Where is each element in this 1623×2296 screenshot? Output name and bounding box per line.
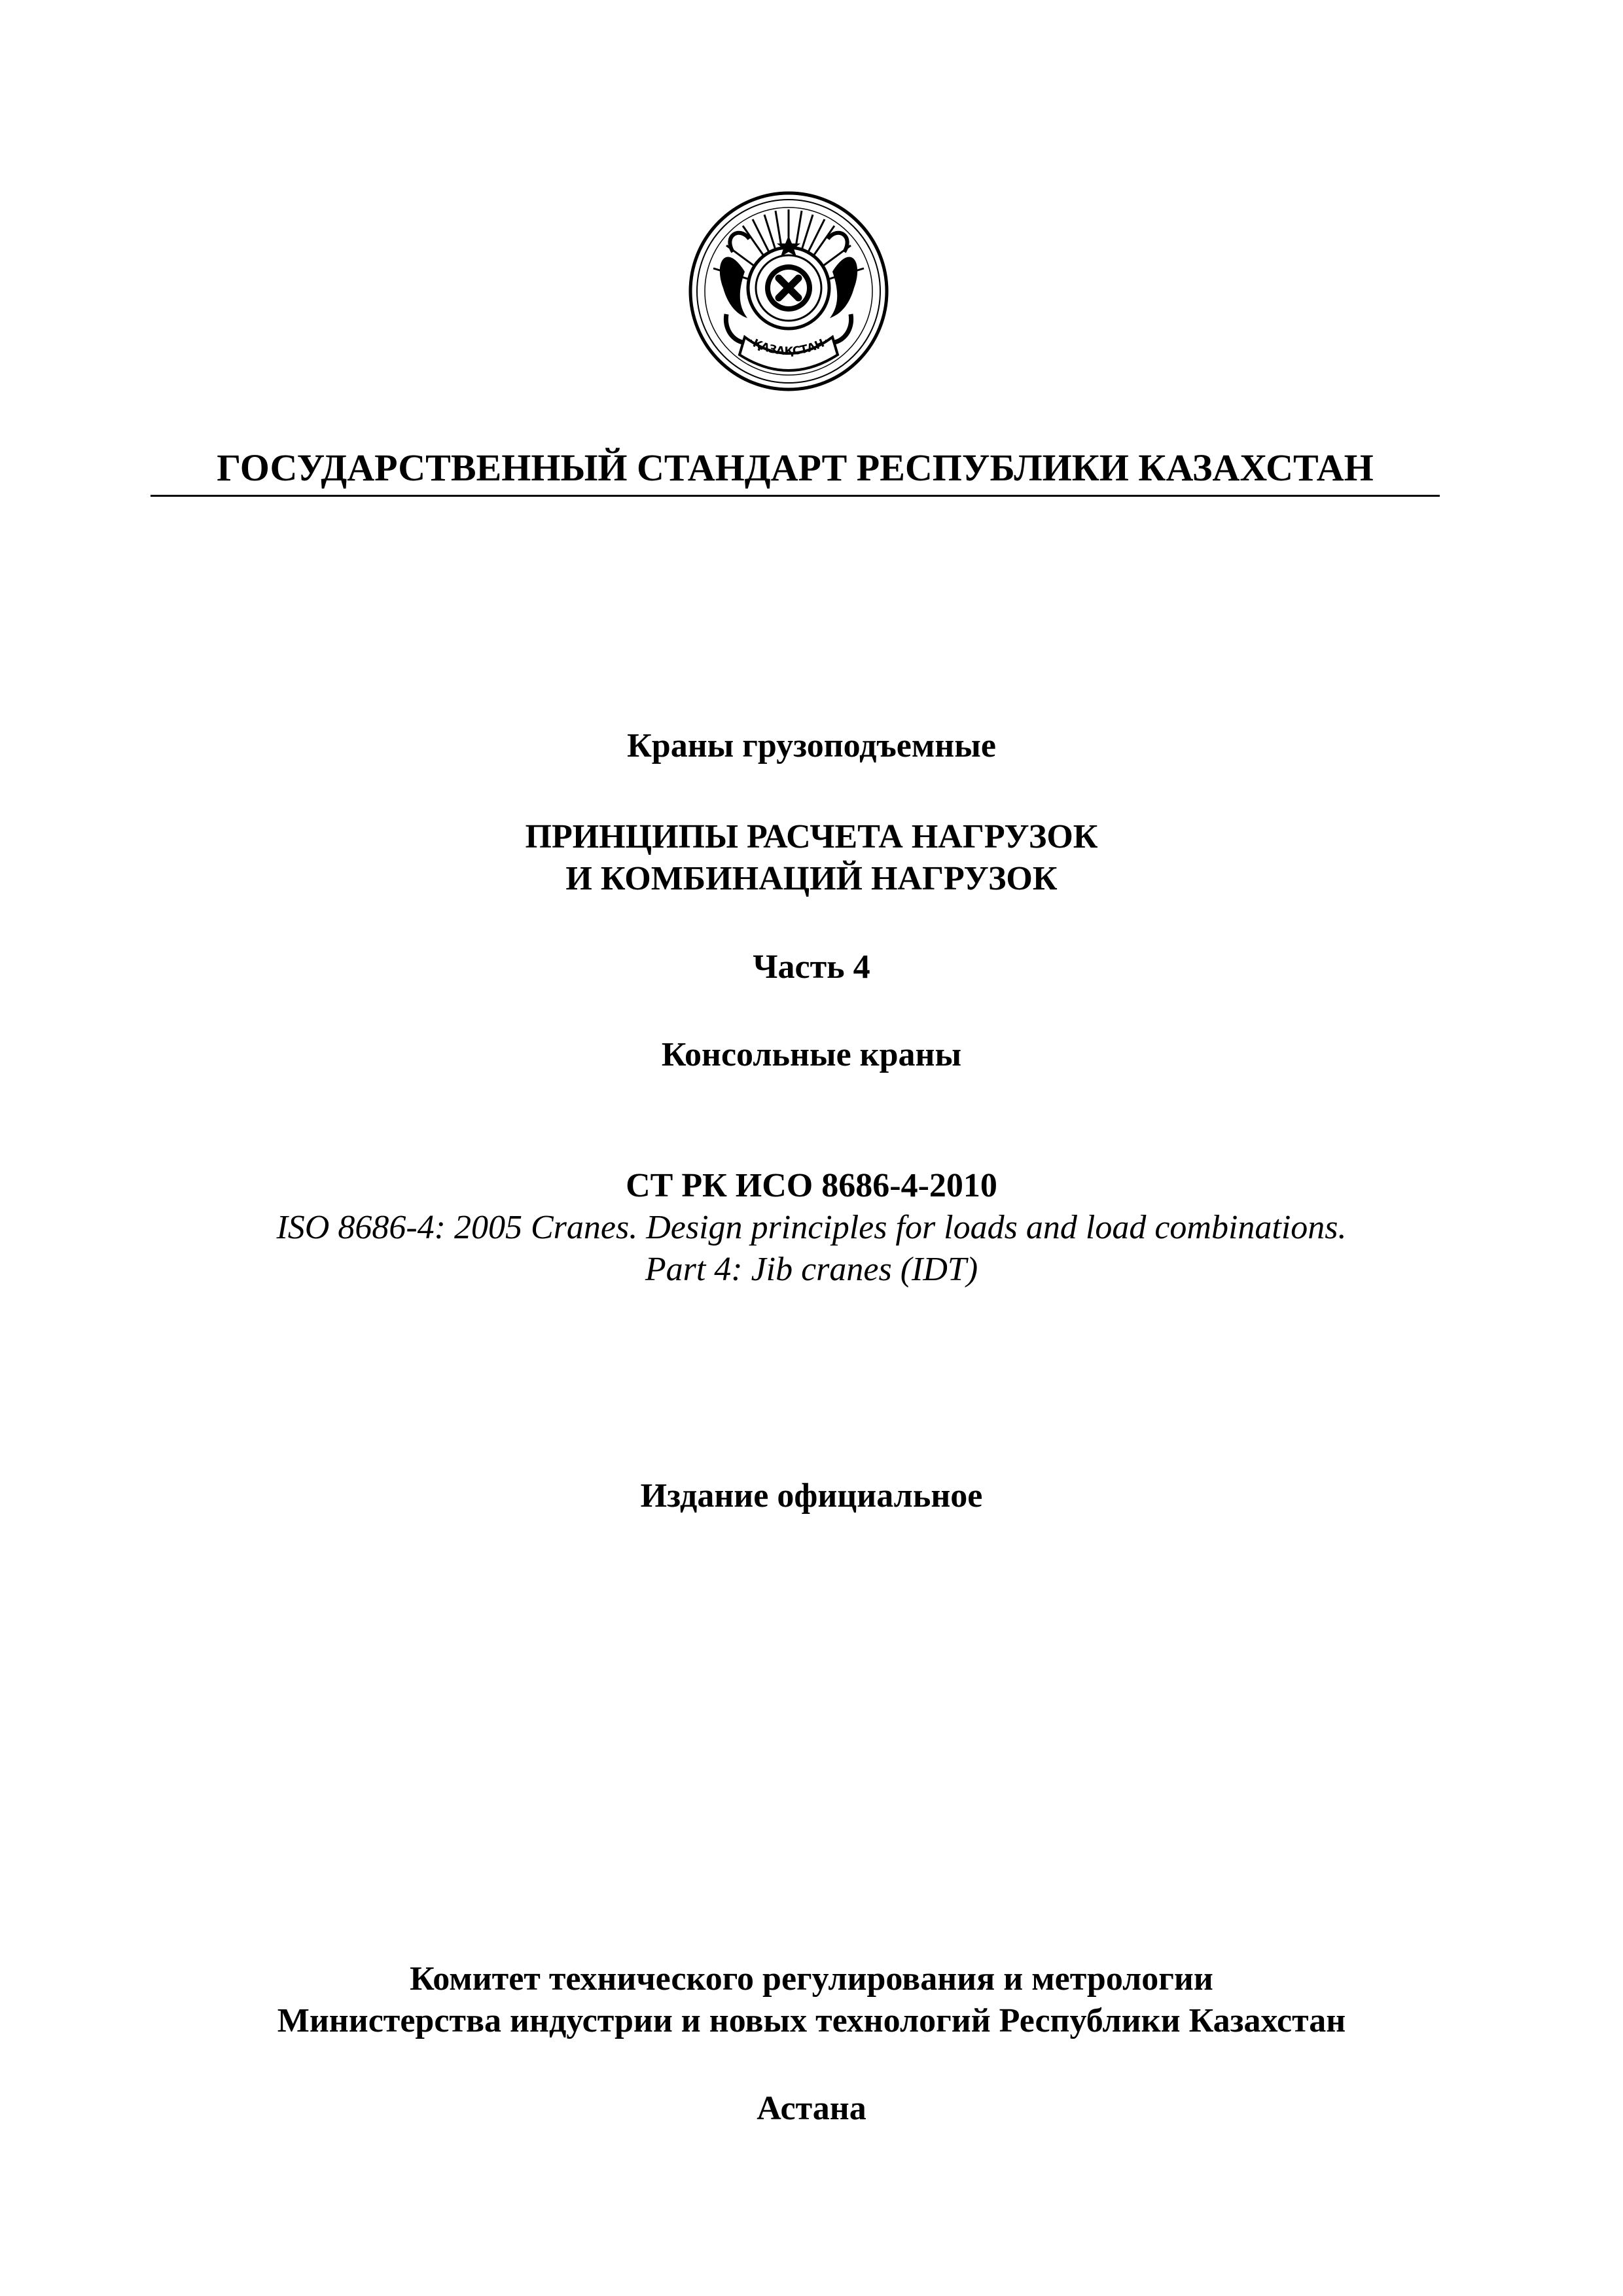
- kazakhstan-state-emblem-icon: [687, 190, 890, 393]
- edition-label: Издание официальное: [640, 1477, 983, 1515]
- emblem-label: ҚАЗАҚСТАН: [751, 336, 827, 359]
- iso-reference-line-1: ISO 8686-4: 2005 Cranes. Design principles for loads and load combinations.: [276, 1209, 1347, 1246]
- document-title-line-1: ПРИНЦИПЫ РАСЧЕТА НАГРУЗОК: [525, 818, 1098, 855]
- state-emblem: [687, 190, 890, 393]
- publisher-line-1: Комитет технического регулирования и метрологии: [410, 1960, 1213, 1998]
- document-part: Часть 4: [753, 948, 870, 986]
- publisher-city: Астана: [757, 2090, 866, 2127]
- document-designation: СТ РК ИСО 8686-4-2010: [626, 1167, 997, 1204]
- document-part-title: Консольные краны: [661, 1036, 962, 1073]
- publisher-line-2: Министерства индустрии и новых технологий Республики Казахстан: [277, 2002, 1346, 2039]
- document-subject: Краны грузоподъемные: [627, 727, 996, 764]
- iso-reference-line-2: Part 4: Jib cranes (IDT): [645, 1251, 978, 1288]
- document-title-line-2: И КОМБИНАЦИЙ НАГРУЗОК: [565, 860, 1058, 897]
- org-header-title: ГОСУДАРСТВЕННЫЙ СТАНДАРТ РЕСПУБЛИКИ КАЗАХСТАН: [217, 446, 1374, 489]
- header-divider: [151, 495, 1440, 497]
